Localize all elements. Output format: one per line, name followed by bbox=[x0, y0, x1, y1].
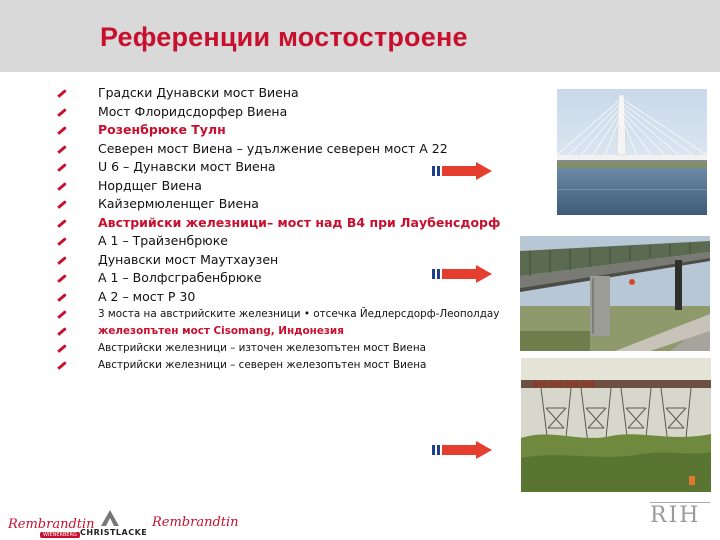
list-item-text: А 1 – Трайзенбрюке bbox=[98, 233, 228, 248]
list-item bbox=[0, 306, 560, 324]
list-item-text: А 1 – Волфсграбенбрюке bbox=[98, 270, 262, 285]
list-item-text: Мост Флоридсдорфер Виена bbox=[98, 103, 288, 119]
list-item-text: Австрийски железници – северен железопътен мост Виена bbox=[98, 359, 427, 371]
bullet-icon bbox=[57, 293, 67, 302]
bullet-icon bbox=[57, 163, 67, 172]
list-item-text: Нордщег Виена bbox=[98, 177, 202, 193]
bullet-icon bbox=[57, 274, 67, 283]
bullet-icon bbox=[57, 219, 67, 228]
rih-logo: RIH bbox=[650, 503, 701, 528]
bullet-icon bbox=[57, 126, 67, 135]
christlacke-logo: CHRISTLACKE bbox=[80, 528, 148, 537]
list-item-text: железопътен мост Cisomang, Индонезия bbox=[98, 325, 344, 337]
bullet-icon bbox=[57, 200, 67, 209]
list-item bbox=[0, 340, 560, 358]
list-item-text: Австрийски железници– мост над В4 при Лаубенсдорф bbox=[98, 214, 501, 230]
rembrandtin-logo-sub: WIENERBERG bbox=[40, 532, 80, 538]
list-item bbox=[0, 84, 560, 102]
list-item-text: Градски Дунавски мост Виена bbox=[98, 85, 299, 100]
list-item-text: U 6 – Дунавски мост Виена bbox=[98, 159, 276, 174]
bullet-icon bbox=[57, 256, 67, 265]
bullet-icon bbox=[57, 108, 67, 117]
arrow-right-icon bbox=[432, 265, 492, 283]
list-item bbox=[0, 214, 560, 232]
list-item-text: Австрийски железници – източен железопътен мост Виена bbox=[98, 342, 426, 354]
steel-trestle-bridge-photo bbox=[521, 358, 711, 492]
page-title: Референции мостостроене bbox=[100, 22, 468, 52]
bullet-icon bbox=[57, 182, 67, 191]
list-item bbox=[0, 103, 560, 121]
list-item bbox=[0, 357, 560, 375]
bullet-icon bbox=[57, 361, 67, 370]
list-item bbox=[0, 195, 560, 213]
list-item bbox=[0, 323, 560, 341]
christlacke-emblem-icon bbox=[99, 508, 121, 528]
list-item-text: 3 моста на австрийските железници • отсечка Йедлерсдорф-Леополдау bbox=[98, 308, 500, 320]
bullet-icon bbox=[57, 344, 67, 353]
rembrandtin-logo: Rembrandtin bbox=[8, 517, 95, 532]
bullet-icon bbox=[57, 310, 67, 319]
bullet-icon bbox=[57, 89, 67, 98]
arrow-right-icon bbox=[432, 441, 492, 459]
list-item-text: Кайзермюленщег Виена bbox=[98, 196, 259, 211]
list-item-text: Дунавски мост Маутхаузен bbox=[98, 251, 279, 267]
list-item-text: Розенбрюке Тулн bbox=[98, 122, 226, 137]
rembrandtin-logo-2: Rembrandtin bbox=[152, 515, 239, 530]
railway-girder-bridge-photo bbox=[520, 236, 710, 351]
bullet-icon bbox=[57, 145, 67, 154]
list-item bbox=[0, 288, 560, 306]
list-item bbox=[0, 140, 560, 158]
cable-stayed-bridge-photo bbox=[557, 89, 707, 215]
list-item bbox=[0, 121, 560, 139]
arrow-right-icon bbox=[432, 162, 492, 180]
bullet-icon bbox=[57, 237, 67, 246]
bullet-icon bbox=[57, 327, 67, 336]
list-item-text: А 2 – мост Р 30 bbox=[98, 288, 196, 304]
list-item-text: Северен мост Виена – удължение северен мост А 22 bbox=[98, 140, 448, 156]
list-item bbox=[0, 232, 560, 250]
